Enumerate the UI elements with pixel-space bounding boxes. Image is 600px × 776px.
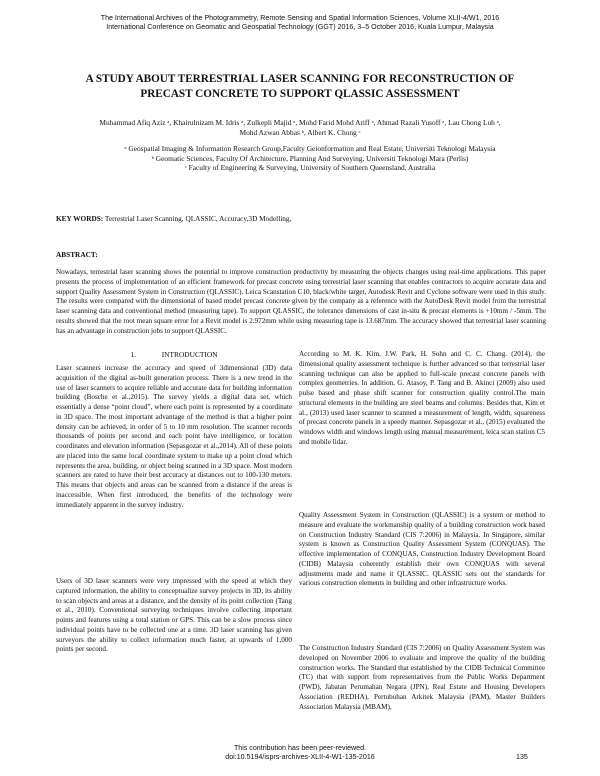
affiliation-c: ᶜ Faculty of Engineering & Surveying, University of Southern Queensland, Australia: [184, 163, 436, 173]
affiliation-b: ᵇ Geomatic Sciences, Faculty Of Architecture, Planning And Surveying, Universiti Teknologi Mara (Perlis): [151, 153, 469, 163]
section-number: 1.: [130, 350, 136, 359]
author-list: [44, 118, 556, 138]
abstract-heading: ABSTRACT:: [56, 250, 98, 259]
keywords-text: Terrestrial Laser Scanning, QLASSIC, Accuracy,3D Modelling,: [103, 214, 292, 223]
affiliations: [110, 144, 510, 173]
header-line-2: International Conference on Geomatic and Geospatial Technology (GGT) 2016, 3–5 October 2016, Kuala Lumpur, Malaysia: [106, 23, 494, 31]
intro-paragraph-2: Users of 3D laser scanners were very impressed with the speed at which they captured information, the ability to conceptualize survey projects in 3D, its ability to scan objects and areas at a distance, and the density of its point collection (Tang et al., 2010). Conventional surveying techniques involve collecting important points and features using a total station or GPS. This can be a slow process since individual points have to be collected one at a time. 3D laser scanning has given surveyors the ability to collect information much faster, at upwards of 1,000 points per second.: [56, 577, 292, 654]
authors-line-2: Mohd Azwan Abbas ᵇ, Albert K. Chong ᶜ: [239, 128, 361, 137]
right-paragraph-2: Quality Assessment System in Construction (QLASSIC) is a system or method to measure and evaluate the workmanship quality of a building construction work based on Construction Industry Standard (CIS 7:2006) in Malaysia. In Singapore, similar system is known as Construction Quality Assessment System (CONQUAS). The effective implementation of CONQUAS, Construction Industry Development Board (CIDB) Malaysia coherently establish their own CONQUAS with several adjustments made and name it QLASSIC. QLASSIC sets out the standards for various construction elements in building and other infrastructure works.: [299, 511, 545, 588]
section-heading-introduction: [56, 350, 292, 359]
footer: [0, 744, 600, 762]
right-paragraph-3: The Construction Industry Standard (CIS 7:2006) on Quality Assessment System was developed on November 2006 to evaluate and improve the quality of the building construction works. The Standard that established by the CIDB Technical Committee (TC) that with support from representatives from the Public Works Department (PWD), Jabatan Perumahan Negara (JPN), Real Estate and Housing Developers Association (REDHA), Pertubuhan Arkitek Malaysia (PAM), Master Builders Association Malaysia (MBAM),: [299, 644, 545, 711]
affiliation-a: ᵃ Geospatial Imaging & Information Research Group,Faculty Geionformation and Real Estate, Universiti Teknologi Malaysia: [124, 144, 496, 153]
header-line-1: The International Archives of the Photogrammetry, Remote Sensing and Spatial Information Sciences, Volume XLII-4/W1, 2016: [100, 14, 500, 22]
running-header: [0, 14, 600, 32]
intro-paragraph-1: Laser scanners increase the accuracy and speed of 3dimensional (3D) data acquisition of the digital as-built generation process. There is a new trend in the use of laser scanners to acquire reliable and accurate data for building information building (Bosche et al.,2015). The survey yields a digital data set, which essentially a dense “point cloud”, where each point is represented by a coordinate in 3D space. The most important advantage of the method is that a higher point density can be achieved, in order of 5 to 10 mm resolution. The scanner records thousands of points per second and each point have intelligence, or location coordinates and elevation information (Sepasgozar et al.,2014). All of these points are placed into the same local coordinate system to make up a point cloud which represents the area, building, or object being scanned in a 3D space. Most modern scanners are rated to have their best accuracy at distances out to 100-130 meters. This means that objects and areas can be scanned from a distance if the areas is inaccessible. When first introduced, the benefits of the technology were immediately apparent in the survey industry.: [56, 364, 292, 509]
paper-title: [40, 72, 560, 101]
keywords: [56, 214, 546, 223]
abstract-text: Nowadays, terrestrial laser scanning shows the potential to improve construction productivity by measuring the objects changes using real-time applications. This paper presents the process of implementation of an efficient framework for precast concrete using terrestrial laser scanning that enables contractors to acquire accurate data and support Quality Assessment System in Construction (QLASSIC). Leica Scanstation C10, black/white target, Autodesk Revit and Cyclone software were used in this study. The results were compared with the dimensional of based model precast concrete given by the company as a reference with the AutoDesk Revit model from the terrestrial laser scanning data and conventional method (measuring tape). To support QLASSIC, the tolerance dimensions of cast in-situ & precast elements is +10mm / -5mm. The results showed that the root mean square error for a Revit model is 2.972mm while using measuring tape is 13.687mm. The accuracy showed that terrestrial laser scanning has an advantage in construction jobs to support QLASSIC.: [56, 268, 546, 335]
keywords-label: KEY WORDS:: [56, 214, 104, 223]
page-number: 135: [516, 753, 528, 761]
authors-line-1: Muhammad Afiq Aziz ᵃ, Khairulnizam M. Idris ᵃ, Zulkepli Majid ᵃ, Mohd Farid Mohd Ariff ᵃ, Ahmad Razali Yusoff ᵃ, Lau Chong Luh ᵃ,: [99, 118, 501, 127]
title-line-1: A STUDY ABOUT TERRESTRIAL LASER SCANNING FOR RECONSTRUCTION OF: [85, 73, 515, 85]
footer-doi: doi:10.5194/isprs-archives-XLII-4-W1-135-2016: [225, 753, 375, 761]
right-paragraph-1: According to M. K. Kim, J.W. Park, H. Sohn and C. C. Chang. (2014), the dimensional quality assessment technique is further advanced so that terrestrial laser scanning technique can also be applied to full-scale precast concrete panels with complex geometries. In addition, G. Atasoy, P. Tang and B. Akinci (2009) also used pulse based and phase shift scanner for construction quality control.The main structural elements in the building are steel beams and columns. Besides that, Kim et al., (2013) used laser scanner to scanned a measurement of length, width, squareness of precast concrete panels in a speedy manner. Sepasgozar et al., (2015) evaluated the windows width and windows length using manual measurement, leica scan station C5 and mobile lidar.: [299, 350, 545, 446]
footer-peer-review: This contribution has been peer-reviewed.: [233, 744, 367, 752]
section-title: INTRODUCTION: [161, 350, 218, 359]
title-line-2: PRECAST CONCRETE TO SUPPORT QLASSIC ASSESSMENT: [140, 87, 460, 100]
